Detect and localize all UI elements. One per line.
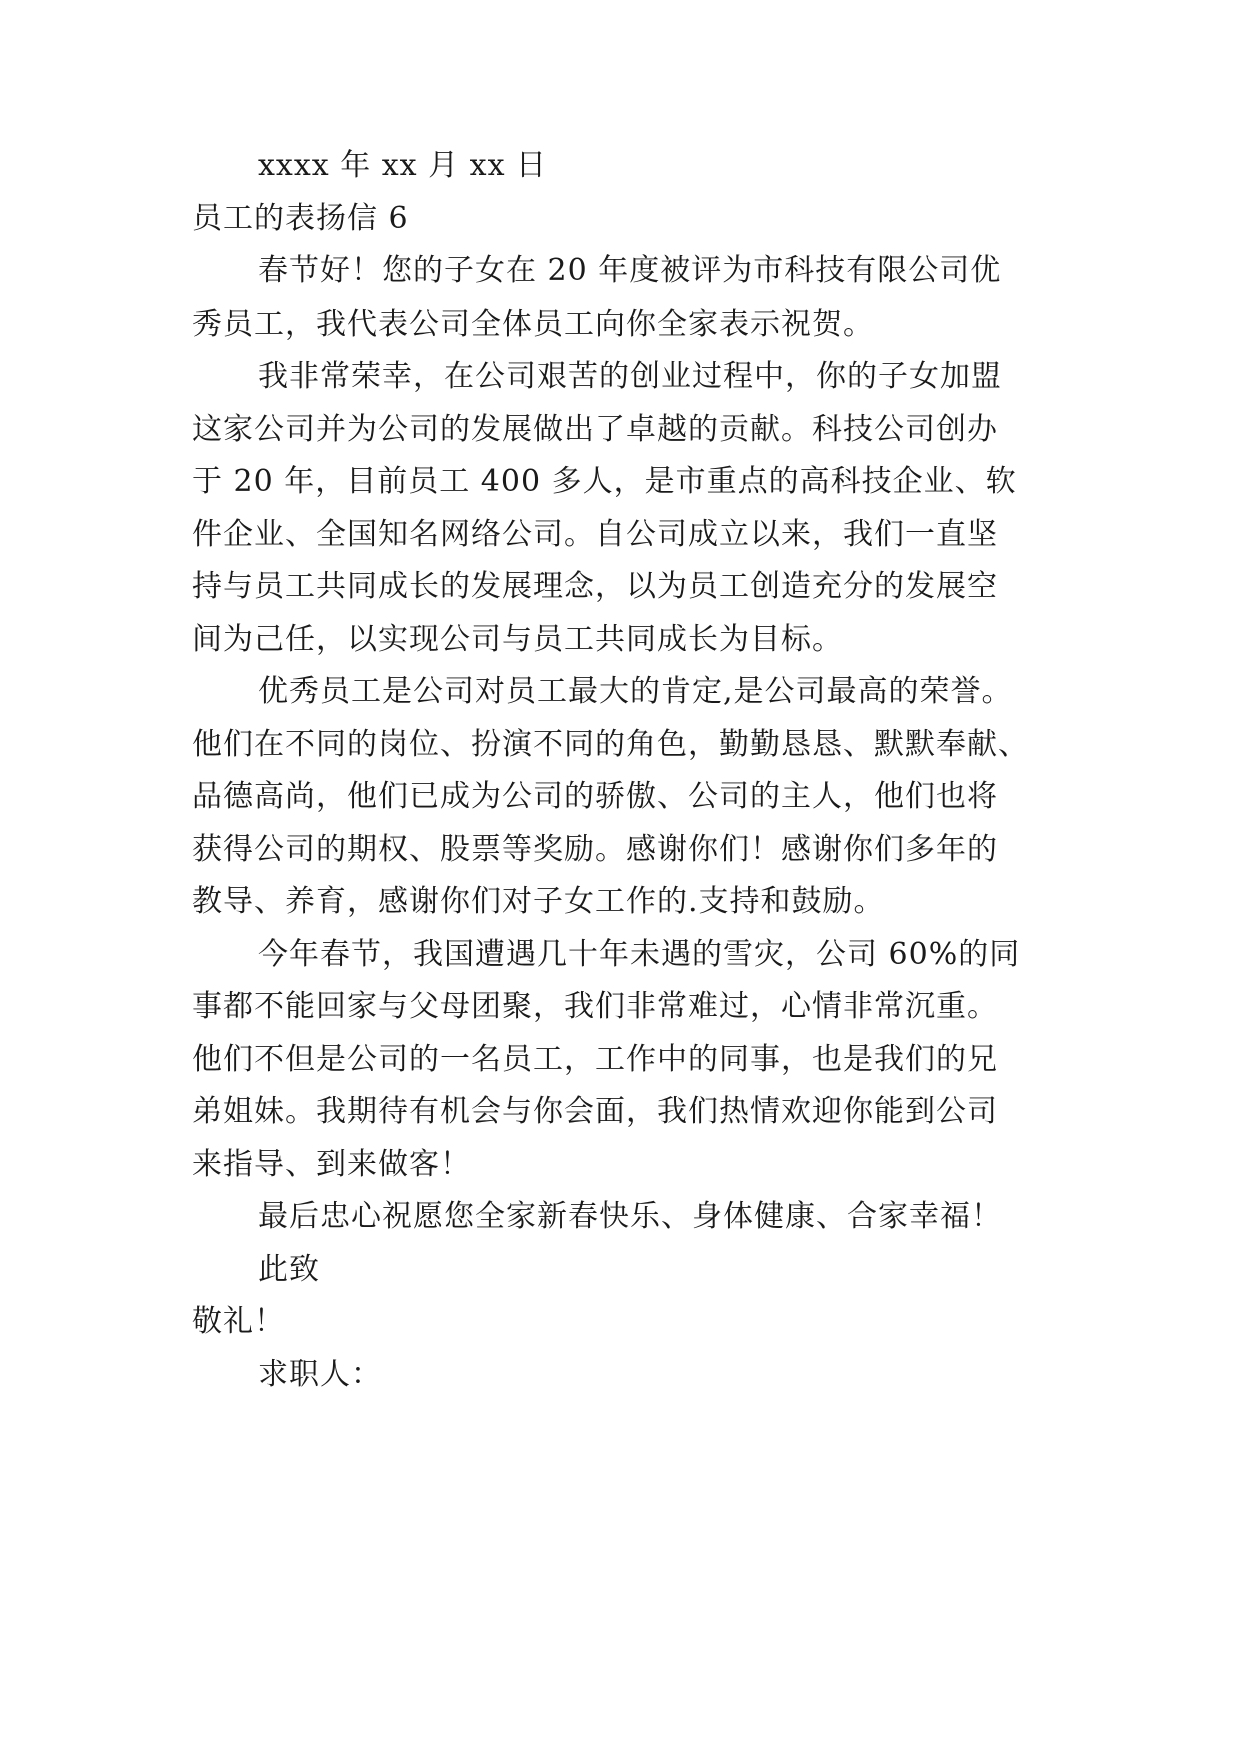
paragraph-line: 今年春节，我国遭遇几十年未遇的雪灾，公司 60%的同 [258, 937, 1021, 972]
paragraph-line: 秀员工，我代表公司全体员工向你全家表示祝贺。 [192, 307, 874, 342]
paragraph-line: 弟姐妹。我期待有机会与你会面，我们热情欢迎你能到公司 [192, 1094, 998, 1129]
paragraph-line: 持与员工共同成长的发展理念，以为员工创造充分的发展空 [192, 569, 998, 604]
document-title: 员工的表扬信 6 [192, 201, 409, 236]
paragraph-line: 件企业、全国知名网络公司。自公司成立以来，我们一直坚 [192, 517, 998, 552]
paragraph-line: 他们在不同的岗位、扮演不同的角色，勤勤恳恳、默默奉献、 [192, 727, 1029, 762]
paragraph-line: 他们不但是公司的一名员工，工作中的同事，也是我们的兄 [192, 1042, 998, 1077]
signature-label: 求职人： [258, 1357, 382, 1392]
salutation-line: 此致 [258, 1252, 320, 1287]
paragraph-line: 教导、养育，感谢你们对子女工作的.支持和鼓励。 [192, 884, 885, 919]
paragraph-line: 品德高尚，他们已成为公司的骄傲、公司的主人，他们也将 [192, 779, 998, 814]
paragraph-line: 获得公司的期权、股票等奖励。感谢你们！感谢你们多年的 [192, 832, 998, 867]
paragraph-line: 来指导、到来做客！ [192, 1147, 471, 1182]
paragraph-line: 我非常荣幸，在公司艰苦的创业过程中，你的子女加盟 [258, 359, 1002, 394]
closing-wish: 最后忠心祝愿您全家新春快乐、身体健康、合家幸福！ [258, 1199, 1002, 1234]
paragraph-line: 春节好！您的子女在 20 年度被评为市科技有限公司优 [258, 253, 1002, 288]
paragraph-line: 于 20 年，目前员工 400 多人，是市重点的高科技企业、软 [192, 464, 1017, 499]
paragraph-line: 这家公司并为公司的发展做出了卓越的贡献。科技公司创办 [192, 412, 998, 447]
salutation-regards: 敬礼！ [192, 1304, 285, 1339]
paragraph-line: 优秀员工是公司对员工最大的肯定,是公司最高的荣誉。 [258, 674, 1013, 709]
paragraph-line: 事都不能回家与父母团聚，我们非常难过，心情非常沉重。 [192, 989, 998, 1024]
paragraph-line: 间为己任，以实现公司与员工共同成长为目标。 [192, 622, 843, 657]
date-line: xxxx 年 xx 月 xx 日 [258, 148, 548, 183]
